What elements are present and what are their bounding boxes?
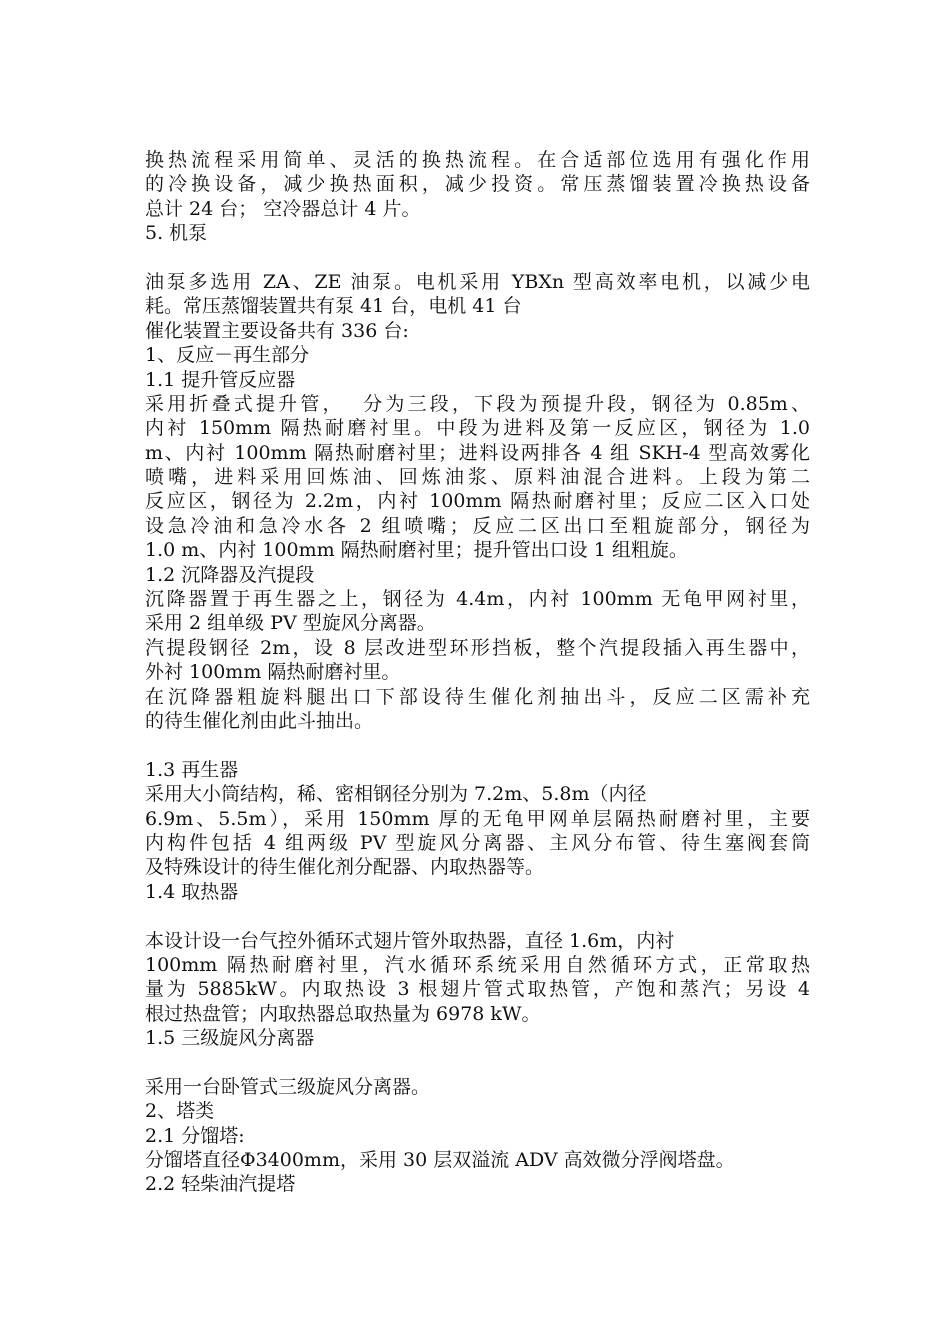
text-line: 的冷换设备，减少换热面积，减少投资。常压蒸馏装置冷换热设备: [145, 173, 810, 196]
text-line: 耗。常压蒸馏装置共有泵 41 台，电机 41 台: [145, 295, 522, 318]
text-line: 1.1 提升管反应器: [145, 368, 296, 391]
text-line: 喷嘴，进料采用回炼油、回炼油浆、原料油混合进料。上段为第二: [145, 466, 810, 489]
text-line: 设急冷油和急冷水各 2 组喷嘴；反应二区出口至粗旋部分，钢径为: [145, 514, 810, 537]
text-line: 6.9m、5.5m），采用 150mm 厚的无龟甲网单层隔热耐磨衬里，主要: [145, 807, 810, 830]
document-body: [145, 148, 810, 1197]
text-line: 1.4 取热器: [145, 880, 239, 903]
text-line: 采用大小筒结构，稀、密相钢径分别为 7.2m、5.8m（内径: [145, 783, 647, 806]
text-line: 的待生催化剂由此斗抽出。: [145, 709, 374, 732]
text-line: 1.2 沉降器及汽提段: [145, 563, 315, 586]
text-line: 1、反应－再生部分: [145, 344, 310, 367]
text-line: 反应区，钢径为 2.2m，内衬 100mm 隔热耐磨衬里；反应二区入口处: [145, 490, 810, 513]
text-line: 2.2 轻柴油汽提塔: [145, 1173, 296, 1196]
text-line: 换热流程采用简单、灵活的换热流程。在合适部位选用有强化作用: [145, 149, 810, 171]
text-line: 2、塔类: [145, 1100, 215, 1123]
text-line: 内构件包括 4 组两级 PV 型旋风分离器、主风分布管、待生塞阀套筒: [145, 831, 810, 854]
text-line: 量为 5885kW。内取热设 3 根翅片管式取热管，产饱和蒸汽；另设 4: [145, 978, 810, 1001]
text-line: 催化装置主要设备共有 336 台:: [145, 319, 409, 342]
text-line: 外衬 100mm 隔热耐磨衬里。: [145, 661, 401, 684]
blank-line: [145, 733, 810, 757]
text-line: 分馏塔直径Φ3400mm，采用 30 层双溢流 ADV 高效微分浮阀塔盘。: [145, 1149, 735, 1172]
text-line: 1.5 三级旋风分离器: [145, 1027, 315, 1050]
text-line: 汽提段钢径 2m，设 8 层改进型环形挡板，整个汽提段插入再生器中，: [145, 636, 810, 659]
blank-line: [145, 246, 810, 270]
text-line: 总计 24 台； 空冷器总计 4 片。: [145, 197, 421, 220]
text-line: m、内衬 100mm 隔热耐磨衬里；进料设两排各 4 组 SKH-4 型高效雾化: [145, 441, 810, 464]
text-line: 本设计设一台气控外循环式翅片管外取热器，直径 1.6m，内衬: [145, 929, 675, 952]
text-line: 100mm 隔热耐磨衬里，汽水循环系统采用自然循环方式，正常取热: [145, 953, 810, 976]
text-line: 1.3 再生器: [145, 758, 239, 781]
text-line: 沉降器置于再生器之上，钢径为 4.4m，内衬 100mm 无龟甲网衬里，: [145, 588, 810, 611]
text-line: 在沉降器粗旋料腿出口下部设待生催化剂抽出斗，反应二区需补充: [145, 685, 810, 708]
text-line: 油泵多选用 ZA、ZE 油泵。电机采用 YBXn 型高效率电机，以减少电: [145, 270, 810, 293]
blank-line: [145, 904, 810, 928]
text-line: 及特殊设计的待生催化剂分配器、内取热器等。: [145, 856, 545, 879]
text-line: 采用折叠式提升管， 分为三段，下段为预提升段，钢径为 0.85m、: [145, 392, 810, 415]
text-line: 1.0 m、内衬 100mm 隔热耐磨衬里；提升管出口设 1 组粗旋。: [145, 539, 688, 562]
blank-line: [145, 1050, 810, 1074]
text-line: 采用一台卧管式三级旋风分离器。: [145, 1075, 431, 1098]
text-line: 2.1 分馏塔:: [145, 1124, 245, 1147]
text-line: 根过热盘管；内取热器总取热量为 6978 kW。: [145, 1002, 541, 1025]
text-line: 内衬 150mm 隔热耐磨衬里。中段为进料及第一反应区，钢径为 1.0: [145, 417, 810, 440]
text-line: 5. 机泵: [145, 222, 208, 245]
text-line: 采用 2 组单级 PV 型旋风分离器。: [145, 612, 436, 635]
